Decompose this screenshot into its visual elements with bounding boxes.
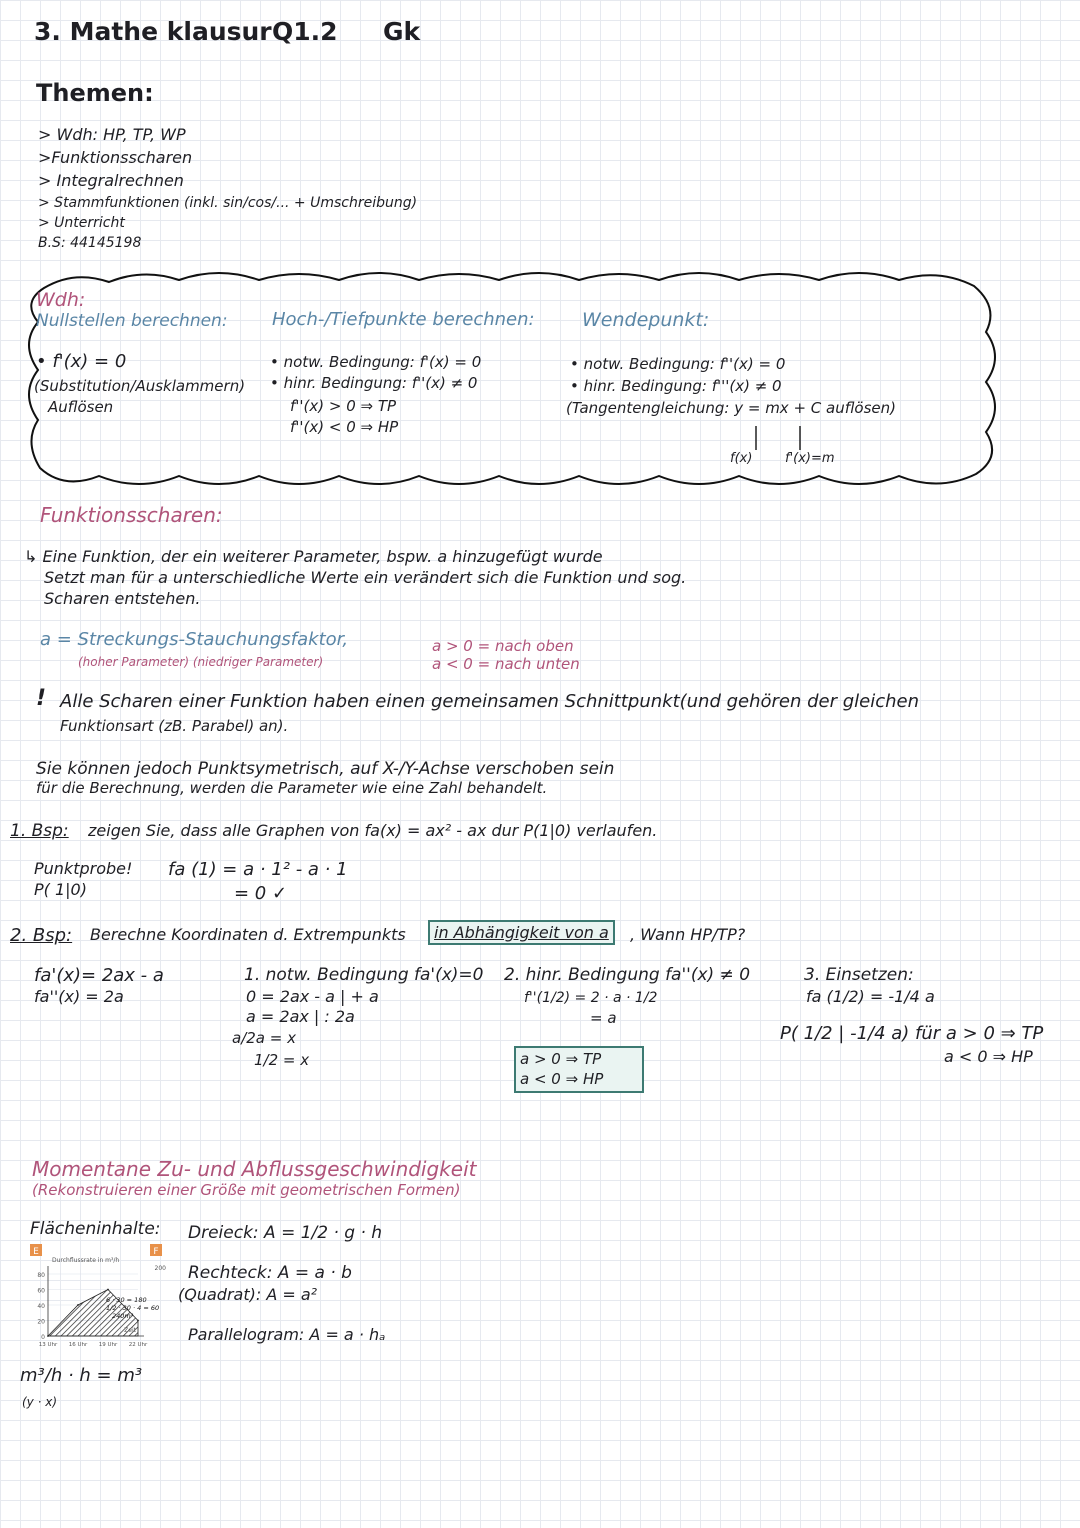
a-line: a = Streckungs-Stauchungsfaktor, bbox=[40, 629, 349, 650]
chart-point bbox=[47, 1335, 49, 1337]
note-line: Funktionsart (zB. Parabel) an). bbox=[60, 717, 289, 735]
wende-title: Wendepunkt: bbox=[582, 309, 710, 331]
nullstellen-line: Auflösen bbox=[48, 398, 114, 416]
wende-m: f'(x)=m bbox=[785, 451, 835, 466]
nullstellen-line: (Substitution/Ausklammern) bbox=[34, 377, 246, 395]
step2-box-line: a > 0 ⇒ TP bbox=[520, 1050, 602, 1068]
sym-line: Sie können jedoch Punktsymetrisch, auf X-/Y-Achse verschoben sein bbox=[36, 759, 615, 779]
sym-line: für die Berechnung, werden die Parameter wie eine Zahl behandelt. bbox=[36, 779, 548, 797]
chart-point bbox=[77, 1304, 79, 1306]
step3-title: 3. Einsetzen: bbox=[804, 965, 914, 985]
step2-result-box bbox=[514, 1046, 644, 1093]
step1-line: 0 = 2ax - a | + a bbox=[246, 987, 379, 1006]
step2-box-line: a < 0 ⇒ HP bbox=[520, 1070, 604, 1089]
chart-point bbox=[107, 1289, 109, 1291]
step2-title: 2. hinr. Bedingung fa''(x) ≠ 0 bbox=[504, 965, 751, 985]
a-sub: (hoher Parameter) (niedriger Parameter) bbox=[78, 655, 324, 669]
themen-item: > Unterricht bbox=[38, 215, 125, 231]
bsp2-result: a < 0 ⇒ HP bbox=[944, 1047, 1033, 1066]
step1-title: 1. notw. Bedingung fa'(x)=0 bbox=[244, 965, 484, 985]
step1-line: a = 2ax | : 2a bbox=[246, 1007, 355, 1026]
scharen-title: Funktionsscharen: bbox=[40, 503, 223, 527]
extrem-title: Hoch-/Tiefpunkte berechnen: bbox=[272, 309, 535, 330]
wende-line: • notw. Bedingung: f''(x) = 0 bbox=[570, 355, 786, 373]
course-label: Q1.2 bbox=[272, 17, 338, 46]
wdh-label: Wdh: bbox=[36, 289, 86, 311]
flow-rate-chart bbox=[28, 1244, 168, 1352]
chart-annotation: 240m³ bbox=[112, 1312, 134, 1320]
chart-y-tick: 40 bbox=[37, 1303, 45, 1310]
momentan-subtitle: (Rekonstruieren einer Größe mit geometrischen Formen) bbox=[32, 1181, 461, 1199]
themen-item: B.S: 44145198 bbox=[38, 235, 142, 251]
step2-line: = a bbox=[590, 1009, 617, 1027]
step2-line: f''(1/2) = 2 · a · 1/2 bbox=[524, 990, 658, 1006]
chart-x-tick: 16 Uhr bbox=[68, 1342, 88, 1348]
wende-line: (Tangentengleichung: y = mx + C auflösen) bbox=[566, 399, 896, 417]
themen-item: > Wdh: HP, TP, WP bbox=[38, 125, 186, 144]
wende-line: • hinr. Bedingung: f'''(x) ≠ 0 bbox=[570, 377, 782, 395]
momentan-title: Momentane Zu- und Abflussgeschwindigkeit bbox=[32, 1157, 477, 1181]
scharen-def-line: Setzt man für a unterschiedliche Werte ein verändert sich die Funktion und sog. bbox=[44, 568, 687, 587]
scharen-def-line: ↳ Eine Funktion, der ein weiterer Parameter, bspw. a hinzugefügt wurde bbox=[24, 547, 603, 566]
extrem-line: • notw. Bedingung: f'(x) = 0 bbox=[270, 353, 482, 371]
chart-annotation: 1/2 · 30 · 4 = 60 bbox=[106, 1304, 160, 1312]
bsp2-task-end: , Wann HP/TP? bbox=[630, 925, 746, 944]
extrem-line: f''(x) > 0 ⇒ TP bbox=[290, 397, 397, 415]
bsp2-deriv: fa'(x)= 2ax - a bbox=[34, 965, 164, 986]
chart-badge-right-label: F bbox=[153, 1247, 159, 1257]
bsp2-label: 2. Bsp: bbox=[10, 925, 73, 946]
chart-title: Durchflussrate in m³/h bbox=[52, 1257, 120, 1264]
chart-right-label: 200 bbox=[154, 1265, 166, 1272]
chart-y-tick: 80 bbox=[37, 1272, 45, 1279]
chart-annotation: 6 · 30 = 180 bbox=[106, 1296, 147, 1304]
chart-x-tick: 13 Uhr bbox=[38, 1342, 58, 1348]
chart-y-tick: 0 bbox=[41, 1334, 45, 1341]
step3-line: fa (1/2) = -1/4 a bbox=[806, 987, 935, 1006]
chart-point bbox=[137, 1320, 139, 1322]
scharen-def-line: Scharen entstehen. bbox=[44, 589, 201, 608]
themen-heading: Themen: bbox=[36, 79, 154, 107]
step1-line: a/2a = x bbox=[232, 1029, 296, 1047]
chart-x-tick: 19 Uhr bbox=[98, 1342, 118, 1348]
bsp1-calc: fa (1) = a · 1² - a · 1 bbox=[168, 859, 348, 880]
bsp2-deriv: fa''(x) = 2a bbox=[34, 987, 124, 1006]
nullstellen-line: • f'(x) = 0 bbox=[36, 351, 127, 372]
themen-item: > Integralrechnen bbox=[38, 171, 184, 190]
chart-x-tick: 22 Uhr bbox=[128, 1342, 148, 1348]
formula-rechteck: Rechteck: A = a · b bbox=[188, 1263, 352, 1283]
a-neg: a < 0 = nach unten bbox=[432, 655, 580, 673]
chart-x-label: Zeit bbox=[124, 1327, 136, 1334]
step1-line: 1/2 = x bbox=[254, 1051, 310, 1069]
chart-y-tick: 20 bbox=[37, 1318, 45, 1326]
chart-y-tick: 60 bbox=[37, 1287, 45, 1295]
wende-pointer-lines bbox=[750, 424, 810, 454]
flaechen-label: Flächeninhalte: bbox=[30, 1219, 161, 1239]
a-pos: a > 0 = nach oben bbox=[432, 637, 574, 655]
bsp1-calc: = 0 ✓ bbox=[234, 883, 288, 904]
bsp1-probe: Punktprobe! bbox=[34, 859, 133, 878]
themen-item: > Stammfunktionen (inkl. sin/cos/... + Umschreibung) bbox=[38, 195, 418, 211]
exclamation-icon: ! bbox=[36, 686, 47, 711]
formula-quadrat: (Quadrat): A = a² bbox=[178, 1285, 318, 1304]
level-label: Gk bbox=[383, 17, 421, 46]
wende-fx: f(x) bbox=[730, 451, 753, 466]
chart-badge-left-label: E bbox=[33, 1247, 39, 1257]
note-line: Alle Scharen einer Funktion haben einen gemeinsamen Schnittpunkt(und gehören der gleichen bbox=[60, 691, 920, 712]
bsp2-task: Berechne Koordinaten d. Extrempunkts bbox=[90, 925, 406, 944]
bsp1-task: zeigen Sie, dass alle Graphen von fa(x) = ax² - ax dur P(1|0) verlaufen. bbox=[88, 821, 658, 840]
formula-parallelogramm: Parallelogram: A = a · hₐ bbox=[188, 1325, 386, 1344]
themen-item: >Funktionsscharen bbox=[38, 148, 193, 167]
bsp1-label: 1. Bsp: bbox=[10, 821, 69, 841]
units-sub: (y · x) bbox=[22, 1395, 58, 1409]
bsp2-result: P( 1/2 | -1/4 a) für a > 0 ⇒ TP bbox=[780, 1023, 1044, 1044]
extrem-line: • hinr. Bedingung: f''(x) ≠ 0 bbox=[270, 374, 478, 392]
bsp1-point: P( 1|0) bbox=[34, 880, 87, 899]
units-line: m³/h · h = m³ bbox=[20, 1365, 143, 1386]
extrem-line: f''(x) < 0 ⇒ HP bbox=[290, 418, 399, 436]
page-title: 3. Mathe klausur bbox=[34, 17, 272, 46]
bsp2-task-box: in Abhängigkeit von a bbox=[428, 920, 615, 945]
formula-dreieck: Dreieck: A = 1/2 · g · h bbox=[188, 1223, 383, 1243]
nullstellen-title: Nullstellen berechnen: bbox=[36, 311, 228, 331]
